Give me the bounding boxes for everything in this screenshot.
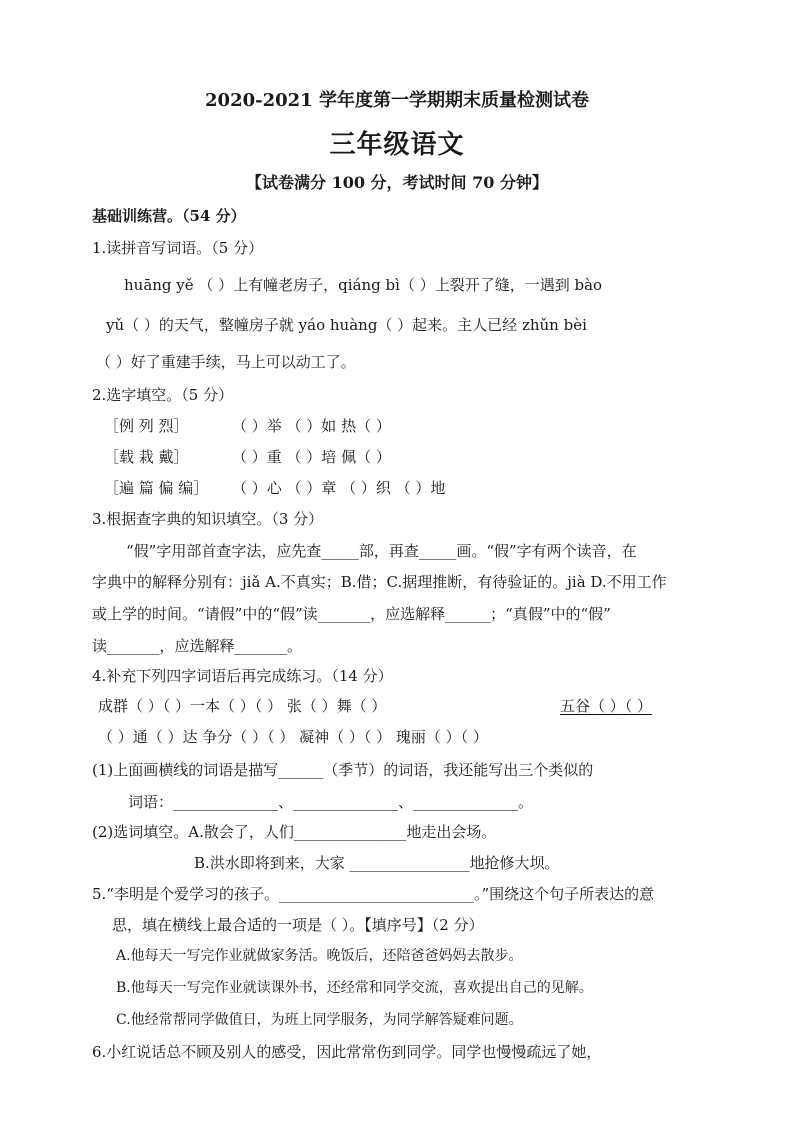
q3-line-1: “假”字用部首查字法，应先查_____部，再查_____画。“假”字有两个读音，在 [126, 542, 637, 560]
q5-option-b: B.他每天一写完作业就读课外书，还经常和同学交流，喜欢提出自己的见解。 [116, 980, 593, 996]
q2-items-3: （ ）心 （ ）章 （ ）织 （ ）地 [232, 479, 446, 497]
q4-row-1-underlined: 五谷（ ）（ ） [560, 697, 653, 715]
q2-title: 2.选字填空。（5 分） [92, 386, 234, 404]
q3-title: 3.根据查字典的知识填空。（3 分） [92, 510, 324, 528]
q2-group-1: ［例 列 烈］ [104, 417, 189, 435]
q6-line-1: 6.小红说话总不顾及别人的感受，因此常常伤到同学。同学也慢慢疏远了她， [92, 1043, 602, 1061]
q5-line-2: 思，填在横线上最合适的一项是（ ）。【填序号】（2 分） [112, 916, 484, 934]
q4-row-2: （ ）通（ ）达 争分（ ）（ ） 凝神（ ）（ ） 瑰丽（ ）（ ） [98, 728, 488, 746]
section-title: 基础训练营。（54 分） [92, 207, 246, 225]
q4-sub1-line-1: (1)上面画横线的词语是描写______（季节）的词语，我还能写出三个类似的 [92, 761, 594, 779]
q3-line-3: 或上学的时间。“请假”中的“假”读_______，应选解释______；“真假”中的“假” [92, 605, 611, 623]
q4-sub1-line-2: 词语：______________、______________、______________。 [128, 793, 534, 811]
q4-sub2-line-2: B.洪水即将到来，大家 ________________地抢修大坝。 [194, 854, 560, 872]
q5-option-a: A.他每天一写完作业就做家务活。晚饭后，还陪爸爸妈妈去散步。 [116, 948, 523, 964]
q5-line-1: 5.“李明是个爱学习的孩子。__________________________。”围绕这个句子所表达的意 [92, 885, 655, 903]
q2-items-2: （ ）重 （ ）培 佩（ ） [232, 448, 391, 466]
exam-title: 2020-2021 学年度第一学期期末质量检测试卷 [205, 90, 589, 111]
q5-option-c: C.他经常帮同学做值日，为班上同学服务，为同学解答疑难问题。 [116, 1012, 523, 1028]
q3-line-2: 字典中的解释分别有：jiǎ A.不真实；B.借；C.据理推断，有待验证的。jià D.不用工作 [92, 573, 667, 591]
q1-line-1: huāng yě （ ）上有幢老房子，qiáng bì（ ）上裂开了缝，一遇到 bào [124, 276, 603, 294]
q4-title: 4.补充下列四字词语后再完成练习。（14 分） [92, 667, 393, 685]
exam-info: 【试卷满分 100 分，考试时间 70 分钟】 [246, 173, 548, 192]
q2-items-1: （ ）举 （ ）如 热（ ） [232, 417, 391, 435]
q1-line-3: （ ）好了重建手续，马上可以动工了。 [96, 353, 356, 371]
q4-sub2-line-1: (2)选词填空。A.散会了，人们_______________地走出会场。 [92, 823, 497, 841]
q1-line-2: yǔ（ ）的天气，整幢房子就 yáo huàng（ ）起来。主人已经 zhǔn bèi [106, 316, 587, 334]
subject-title: 三年级语文 [329, 130, 465, 160]
q4-row-1: 成群（ ）（ ）一本（ ）（ ） 张（ ）舞（ ） [98, 697, 387, 715]
q1-title: 1.读拼音写词语。（5 分） [92, 239, 264, 257]
q2-group-2: ［载 栽 戴］ [104, 448, 189, 466]
q3-line-4: 读_______，应选解释_______。 [92, 637, 303, 655]
q2-group-3: ［遍 篇 偏 编］ [104, 479, 209, 497]
